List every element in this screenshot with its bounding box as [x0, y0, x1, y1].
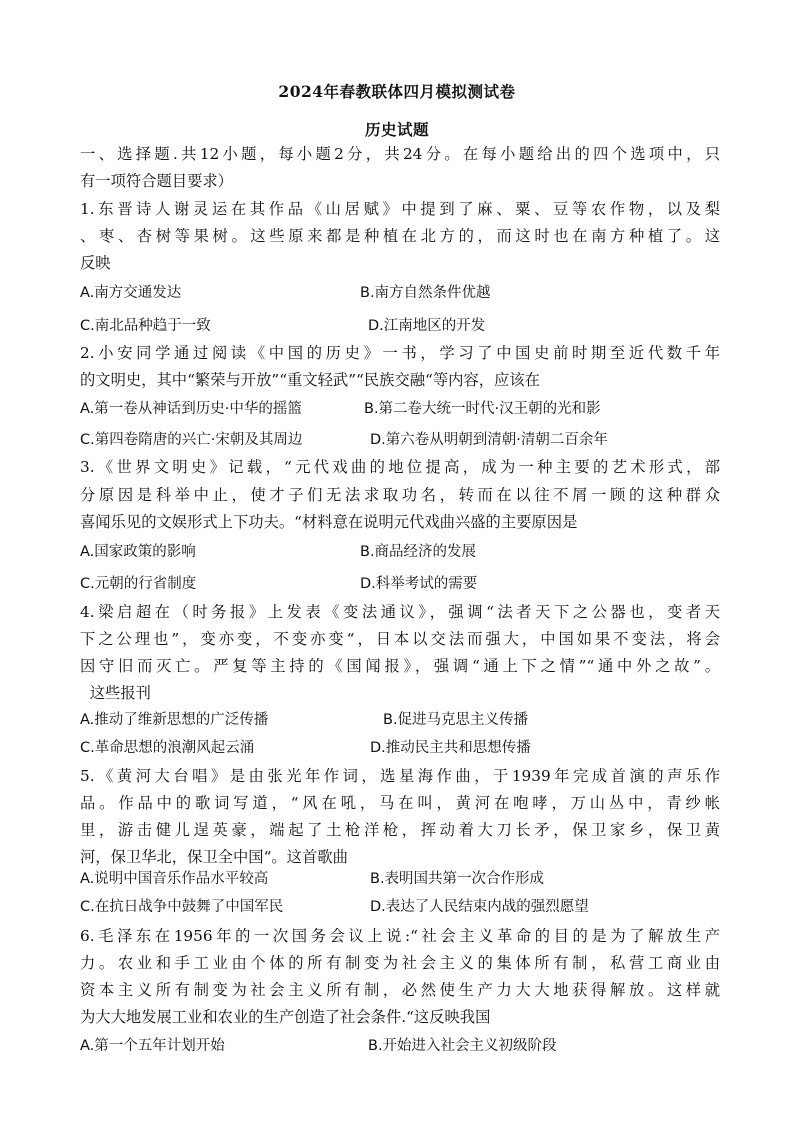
- question-1-option-b: B.南方自然条件优越: [360, 285, 491, 301]
- question-1-stem-line: 、枣、杏树等果树。这些原来都是种植在北方的，而这时也在南方种植了。这: [80, 227, 720, 245]
- question-3-stem-line: 分原因是科举中止，使才子们无法求取功名，转而在以往不屑一顾的这种群众: [80, 486, 720, 504]
- question-2-option-c: C.第四卷隋唐的兴亡·宋朝及其周边: [80, 432, 303, 448]
- question-3-option-b: B.商品经济的发展: [360, 544, 477, 560]
- question-6-stem-line: 为大大地发展工业和农业的生产创造了社会条件.“这反映我国: [80, 1008, 491, 1026]
- question-2-option-d: D.第六卷从明朝到清朝·清朝二百余年: [370, 432, 608, 448]
- question-1-option-d: D.江南地区的开发: [368, 318, 486, 334]
- question-4-option-a: A.推动了维新思想的广泛传播: [80, 712, 269, 728]
- question-5-stem-line: 5.《黄河大台唱》是由张光年作词，选星海作曲，于1939年完成首演的声乐作: [80, 767, 720, 785]
- question-6-stem-line: 力。农业和手工业由个体的所有制变为社会主义的集体所有制，私营工商业由: [80, 954, 720, 972]
- question-4-stem-line: 这些报刊: [80, 684, 151, 702]
- question-6-stem-line: 资本主义所有制变为社会主义所有制，必然使生产力大大地获得解放。这样就: [80, 981, 720, 999]
- question-4-stem-line: 下之公理也”，变亦变，不变亦变“，日本以交法而强大，中国如果不变法，将会: [80, 630, 720, 648]
- question-3-option-c: C.元朝的行省制度: [80, 576, 197, 592]
- question-2-option-a: A.第一卷从神话到历史·中华的摇篮: [80, 401, 302, 417]
- section-instructions-line: 一、选择题.共12小题，每小题2分，共24分。在每小题给出的四个选项中，只: [80, 145, 720, 163]
- question-5-option-c: C.在抗日战争中鼓舞了中国军民: [80, 899, 284, 915]
- question-5-option-d: D.表达了人民结束内战的强烈愿望: [370, 899, 589, 915]
- question-6-option-b: B.开始进入社会主义初级阶段: [368, 1038, 557, 1054]
- question-5-stem-line: 品。作品中的歌词写道，“风在吼，马在叫，黄河在咆哮，万山丛中，青纱帐: [80, 794, 720, 812]
- question-4-stem-line: 4.梁启超在（时务报》上发表《变法通议》，强调“法者天下之公器也，变者天: [80, 603, 720, 621]
- section-instructions-line: 有一项符合题目要求）: [80, 172, 233, 190]
- question-6-option-a: A.第一个五年计划开始: [80, 1038, 225, 1054]
- question-3-stem-line: 3.《世界文明史》记载，“元代戏曲的地位提高，成为一种主要的艺术形式，部: [80, 458, 720, 476]
- exam-title: 2024年春教联体四月模拟测试卷: [278, 82, 516, 101]
- question-2-stem-line: 2.小安同学通过阅读《中国的历史》一书，学习了中国史前时期至近代数千年: [80, 344, 720, 362]
- question-1-stem-line: 反映: [80, 254, 111, 272]
- question-4-option-c: C.革命思想的浪潮风起云涌: [80, 740, 255, 756]
- question-2-option-b: B.第二卷大统一时代·汉王朝的光和影: [364, 401, 601, 417]
- question-6-stem-line: 6.毛泽东在1956年的一次国务会议上说:“社会主义革命的目的是为了解放生产: [80, 927, 720, 945]
- question-4-option-d: D.推动民主共和思想传播: [370, 740, 531, 756]
- question-3-option-a: A.国家政策的影响: [80, 544, 196, 560]
- question-3-stem-line: 喜闻乐见的文娱形式上下功夫。“材料意在说明元代戏曲兴盛的主要原因是: [80, 513, 578, 531]
- question-1-stem-line: 1.东晋诗人谢灵运在其作品《山居赋》中提到了麻、粟、豆等农作物，以及梨: [80, 200, 720, 218]
- question-5-stem-line: 河，保卫华北，保卫全中国“。这首歌曲: [80, 848, 348, 866]
- question-1-option-a: A.南方交通发达: [80, 285, 182, 301]
- question-5-option-a: A.说明中国音乐作品水平较高: [80, 871, 269, 887]
- question-4-stem-line: 因守旧而灭亡。严复等主持的《国闻报》，强调“通上下之情”“通中外之故”。: [80, 657, 720, 675]
- question-3-option-d: D.科举考试的需要: [360, 576, 478, 592]
- subject-title: 历史试题: [364, 120, 429, 139]
- question-1-option-c: C.南北品种趋于一致: [80, 318, 211, 334]
- question-2-stem-line: 的文明史，其中“繁荣与开放”“重文轻武”“民族交融“等内容，应该在: [80, 371, 540, 389]
- question-5-option-b: B.表明国共第一次合作形成: [370, 871, 545, 887]
- question-5-stem-line: 里，游击健儿逞英豪，端起了土枪洋枪，挥动着大刀长矛，保卫家乡，保卫黄: [80, 821, 720, 839]
- question-4-option-b: B.促进马克思主义传播: [383, 712, 529, 728]
